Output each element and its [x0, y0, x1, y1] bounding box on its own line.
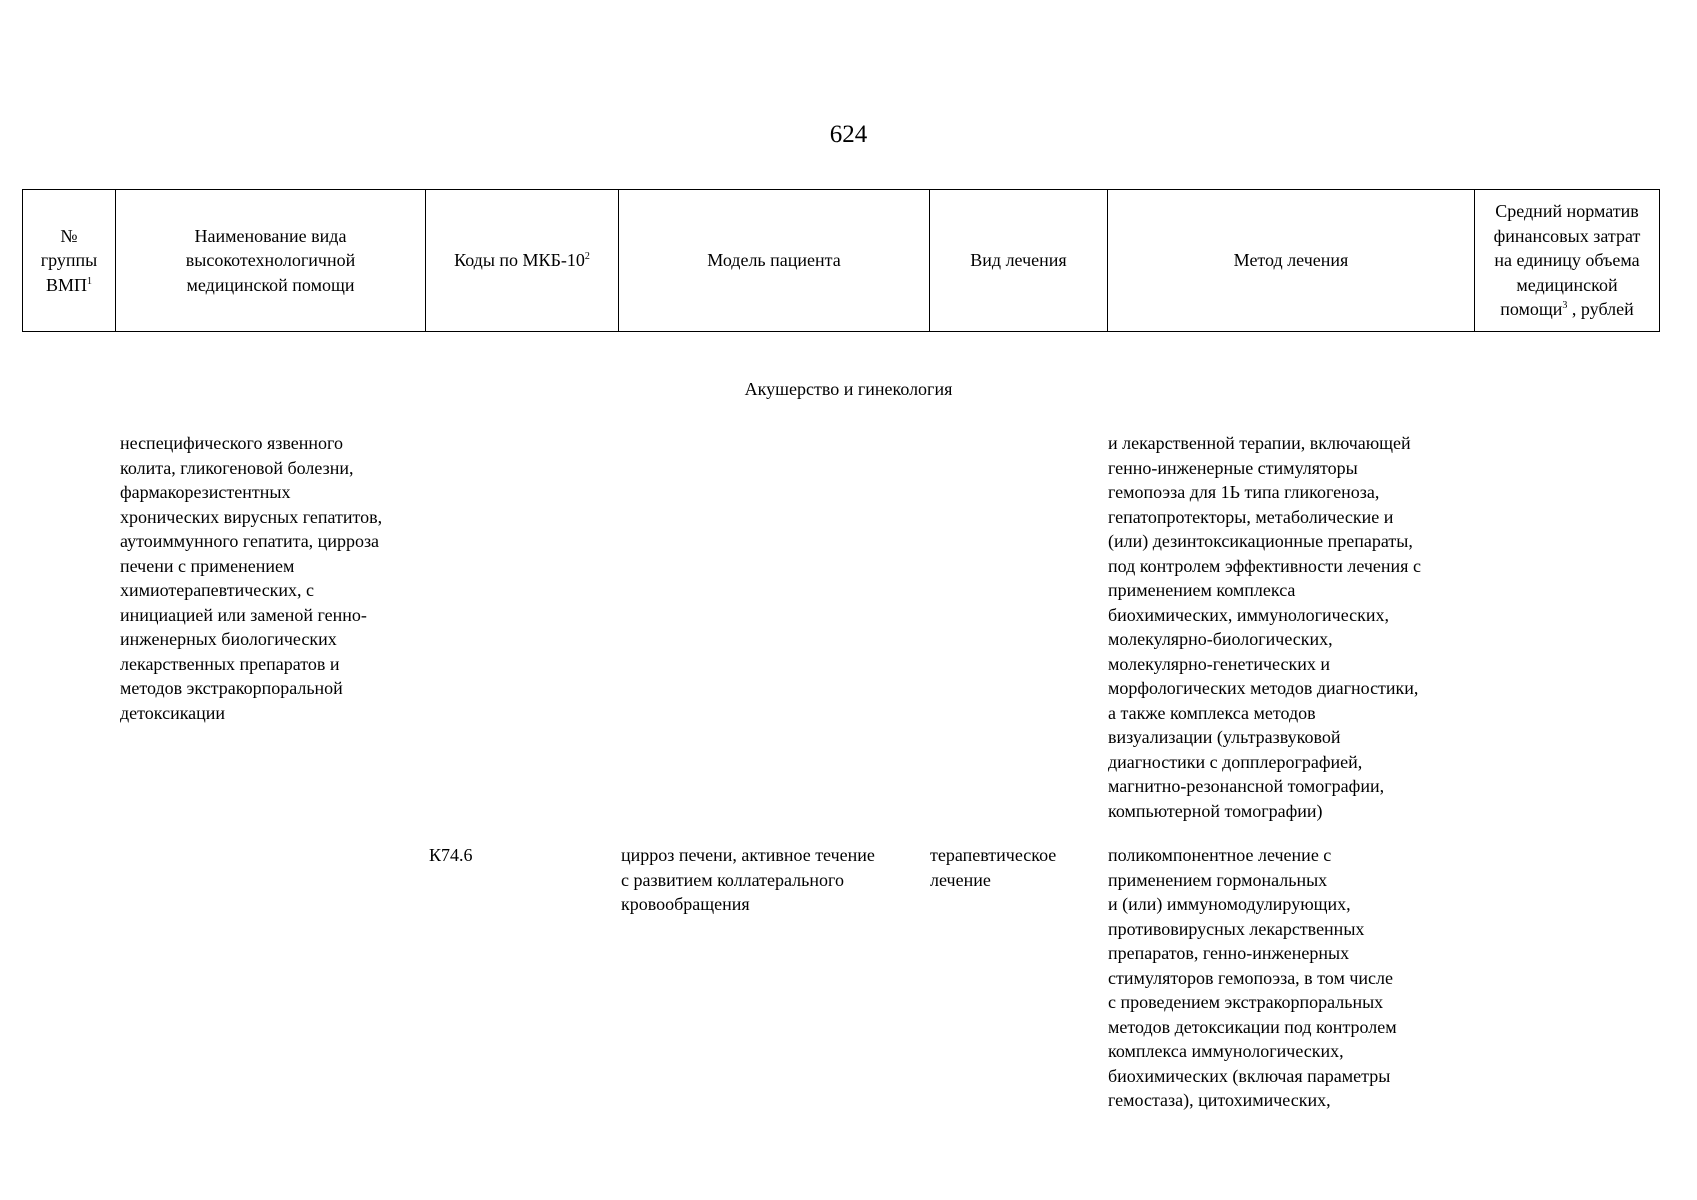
row2-patient-model: цирроз печени, активное течение с развитием коллатерального кровообращения	[621, 845, 875, 914]
header-treatment-method: Метод лечения	[1108, 190, 1475, 332]
table-header	[22, 189, 1660, 332]
row1-care-type-name: неспецифического язвенного колита, гликогеновой болезни, фармакорезистентных хронических вирусных гепатитов, аутоиммунного гепатита, цирроза печени с применением химиотерапевтических, с инициацией или заменой генно- инженерных биологических лекарственных препаратов и методов экстракорпоральной детоксикации	[120, 433, 383, 723]
header-treatment-type: Вид лечения	[930, 190, 1108, 332]
header-icd-codes: Коды по МКБ-$10^2$	[426, 190, 619, 332]
header-group-number: № группы ВМП$^1$	[23, 190, 116, 332]
row2-icd-code: К74.6	[429, 845, 473, 865]
row1-treatment-method: и лекарственной терапии, включающей генно-инженерные стимуляторы гемопоэза для 1Ь типа гликогеноза, гепатопротекторы, метаболические и (или) дезинтоксикационные препараты, под контролем эффективности лечения с применением комплекса биохимических, иммунологических, молекулярно-биологических, молекулярно-генетических и морфологических методов диагностики, а также комплекса методов визуализации (ультразвуковой диагностики с допплерографией, магнитно-резонансной томографии, компьютерной томографии)	[1108, 433, 1421, 821]
section-title: Акушерство и гинекология	[744, 379, 953, 399]
header-patient-model: Модель пациента	[619, 190, 930, 332]
page-number: 624	[829, 121, 868, 148]
row2-treatment-type: терапевтическое лечение	[930, 845, 1057, 890]
row2-treatment-method: поликомпонентное лечение с применением гормональных и (или) иммуномодулирующих, противовирусных лекарственных препаратов, генно-инженерных стимуляторов гемопоэза, в том числе с проведением экстракорпоральных методов детоксикации под контролем комплекса иммунологических, биохимических (включая параметры гемостаза), цитохимических,	[1108, 845, 1397, 1110]
header-care-type-name: Наименование вида высокотехнологичной медицинской помощи	[116, 190, 426, 332]
header-cost-standard: Средний норматив финансовых затрат на единицу объема медицинской помощи$^3$ , рублей	[1475, 190, 1660, 332]
